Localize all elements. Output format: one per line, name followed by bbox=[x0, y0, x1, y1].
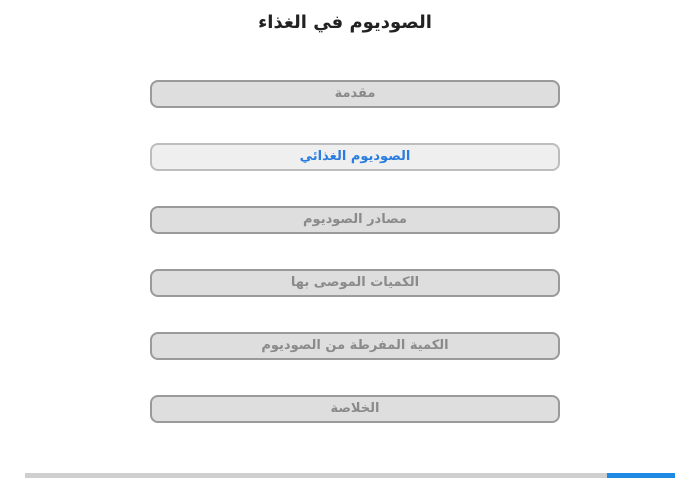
menu-item-conclusion[interactable]: الخلاصة bbox=[150, 395, 560, 423]
page-title: الصوديوم في الغذاء bbox=[258, 12, 432, 33]
menu-item-sodium-sources[interactable]: مصادر الصوديوم bbox=[150, 206, 560, 234]
menu-item-dietary-sodium[interactable]: الصوديوم الغذائي bbox=[150, 143, 560, 171]
progress-bar-fill bbox=[607, 473, 675, 478]
menu-item-recommended-amounts[interactable]: الكميات الموصى بها bbox=[150, 269, 560, 297]
progress-bar bbox=[25, 473, 675, 478]
section-menu bbox=[150, 80, 560, 458]
menu-item-intro[interactable]: مقدمة bbox=[150, 80, 560, 108]
menu-item-excess-sodium[interactable]: الكمية المفرطة من الصوديوم bbox=[150, 332, 560, 360]
